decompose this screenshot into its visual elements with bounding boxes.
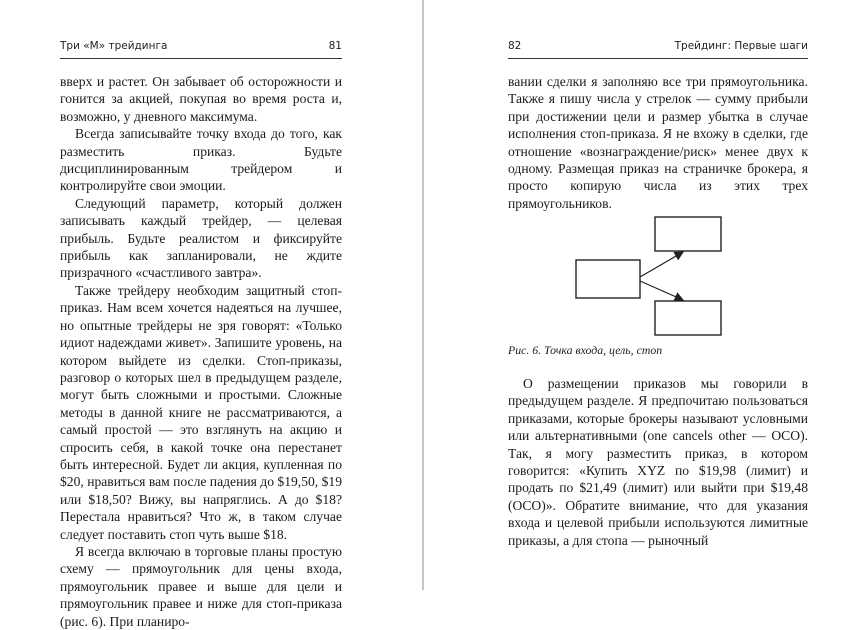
paragraph: Также трейдеру необходим защитный стоп-приказ. Нам всем хочется надеяться на лучшее, но опытные трейдеры не зря говорят: «Только идиот надеждами живет». Запишите уровень, на котором выйдете из сделки. Стоп-приказы, разговор о которых шел в предыдущем разделе, могут быть сложными и простыми. Сложные методы в данной книге не рассматриваются, а самый простой — это взглянуть на акцию и спросить себя, в какой точке она перестанет быть интересной. Будет ли акция, купленная по $20, нравиться вам после падения до $19,50, $19 или $18,50? Вижу, вы напряглись. А до $18? Перестала нравиться? Что ж, в таком случае следует поставить стоп чуть выше $18. — [60, 282, 342, 542]
paragraph: О размещении приказов мы говорили в предыдущем разделе. Я предпочитаю пользоваться приказами, которые брокеры называют условными или альтернативными (one cancels other — OCO). Так, я могу разместить приказ, в котором говорится: «Купить XYZ по $19,98 (лимит) и продать по $21,49 (лимит) или выйти при $19,48 (OCO)». Обратите внимание, что для указания входа и целевой прибыли используются лимитные приказы, а для стопа — рыночный — [508, 376, 808, 548]
right-page-header — [508, 40, 808, 56]
left-header-title: Три «М» трейдинга — [60, 40, 168, 52]
right-header-rule — [508, 58, 808, 59]
left-page — [0, 0, 422, 629]
left-page-header — [60, 40, 342, 56]
paragraph: Следующий параметр, который должен записывать каждый трейдер, — целевая прибыль. Будьте реалистом и фиксируйте прибыль как запланировали, не ждите призрачного «счастливого завтра». — [60, 195, 342, 281]
arrow-to-target — [640, 252, 683, 277]
target-box — [655, 217, 721, 251]
paragraph: вверх и растет. Он забывает об осторожности и гонится за акцией, покупая во время роста и, возможно, у дневного максимума. — [60, 74, 342, 124]
right-page-text-bottom — [508, 375, 808, 549]
left-page-text — [60, 73, 342, 630]
figure-entry-target-stop-diagram — [574, 215, 724, 340]
right-page-text-top — [508, 73, 808, 212]
left-header-rule — [60, 58, 342, 59]
paragraph: Я всегда включаю в торговые планы простую схему — прямоугольник для цены входа, прямоугольник правее и выше для цели и прямоугольник правее и ниже для стоп-приказа (рис. 6). При планиро- — [60, 543, 342, 629]
right-page — [424, 0, 847, 590]
paragraph: Всегда записывайте точку входа до того, как разместить приказ. Будьте дисциплинированным трейдером и контролируйте свои эмоции. — [60, 126, 342, 194]
right-page-number: 82 — [508, 40, 522, 52]
paragraph: вании сделки я заполняю все три прямоугольника. Также я пишу числа у стрелок — сумму прибыли при достижении цели и размер убытка в случае исполнения стоп-приказа. Я не вхожу в сделки, где отношение «вознаграждение/риск» менее двух к одному. Размещая приказ на страничке брокера, я просто копирую числа из этих трех прямоугольников. — [508, 74, 808, 211]
entry-box — [576, 260, 640, 298]
figure-caption: Рис. 6. Точка входа, цель, стоп — [508, 343, 663, 357]
right-header-title: Трейдинг: Первые шаги — [674, 40, 808, 52]
left-page-number: 81 — [328, 40, 342, 52]
arrow-to-stop — [640, 281, 683, 300]
stop-box — [655, 301, 721, 335]
